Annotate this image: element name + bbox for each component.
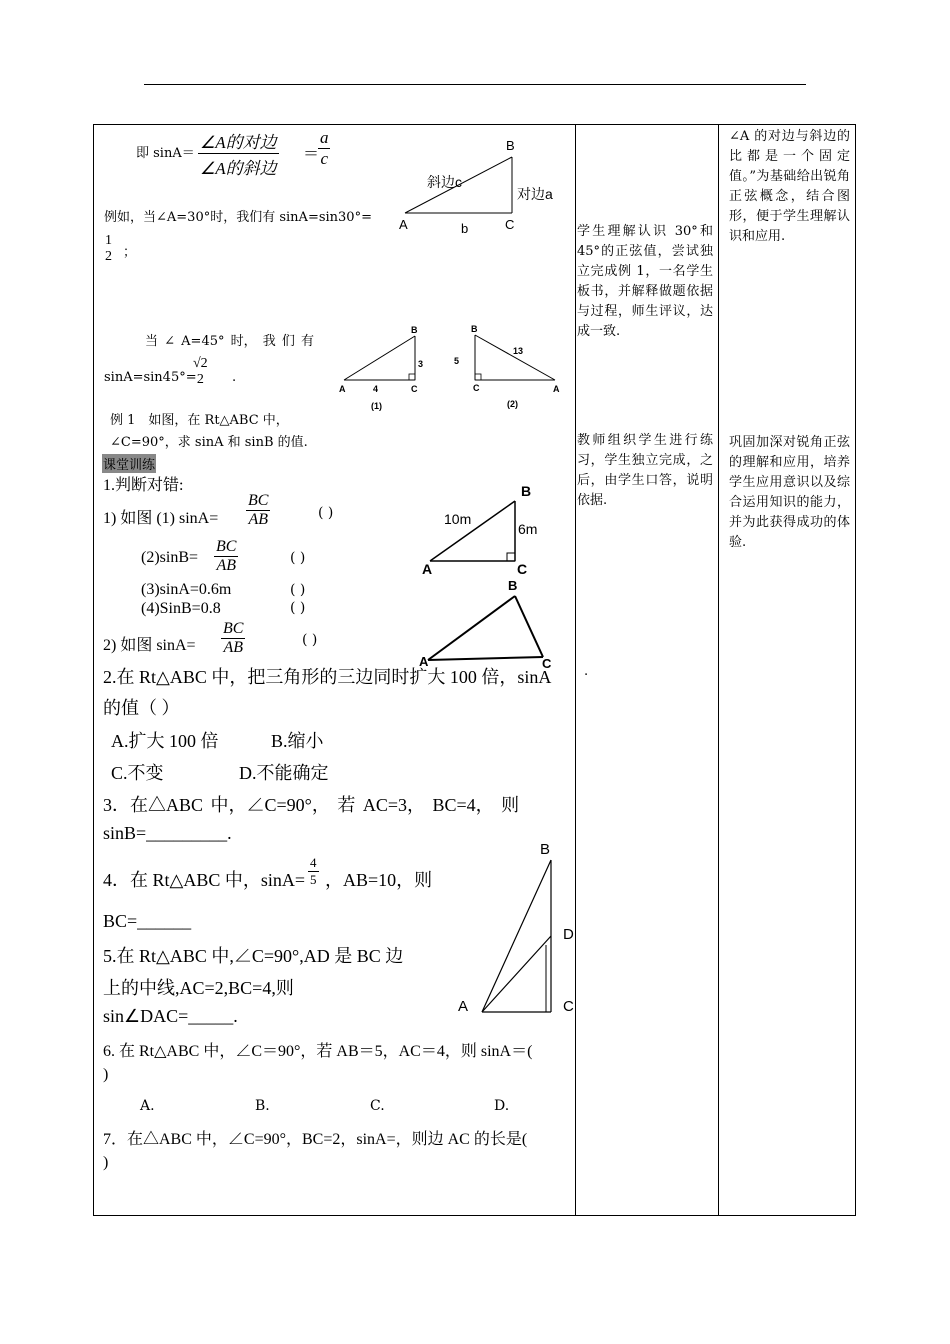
example-45-line2: sinA=sin45°= [104,370,197,385]
adjacent-label: b [461,221,469,235]
sqrt2-fraction [191,356,210,388]
fig4-b: B [508,578,518,593]
fig1-side-3: 3 [418,359,424,369]
half-fraction [103,233,114,265]
q5-line2: 上的中线,AC=2,BC=4,则 [103,978,294,998]
column-divider-1 [575,124,576,1216]
fig5-b: B [540,841,551,858]
half-denominator: 2 [105,249,112,264]
example1-line1: 例 1 如图，在 Rt△ABC 中， [110,413,289,428]
q4-fraction [308,855,319,888]
q1-title: 1.判断对错: [103,477,184,494]
q1-item5-answer[interactable]: ( ) [302,632,318,648]
figure-1 [339,325,423,411]
fig2-a: A [553,384,560,394]
q1-item5-fraction [221,620,245,657]
example-45-tail: . [232,370,237,385]
example-30-tail: ； [123,245,137,260]
formula-denominator: ∠A的斜边 [198,153,279,179]
q1-item5-label: 2) 如图 sinA= [103,637,196,654]
q6-line1: 6. 在 Rt△ABC 中，∠C＝90°，若 AB＝5，AC＝4，则 sinA＝( [103,1043,533,1060]
header-rule [144,84,806,85]
half-numerator: 1 [105,233,112,248]
column-divider-2 [718,124,719,1216]
q1-item2-num: BC [216,538,237,555]
example-45-line1: 当 ∠ A=45° 时， 我 们 有 [145,334,315,349]
q6-option-a: A. [140,1098,155,1114]
q2-option-d: D.不能确定 [239,763,329,783]
fig3-c: C [517,561,528,577]
sqrt2-denominator: 2 [196,372,204,387]
fig2-side-5: 5 [454,356,460,366]
q4-prefix: 4．在 Rt△ABC 中，sinA= [103,870,306,890]
fig3-b: B [521,483,532,499]
fig4-c: C [542,656,552,671]
example-figures [335,320,565,415]
q1-item2-answer[interactable]: ( ) [290,550,306,566]
fig2-b: B [471,324,478,334]
opposite-label: 对边a [517,186,553,202]
q2-option-c: C.不变 [111,763,164,783]
example-30-text: 例如，当∠A=30°时，我们有 sinA=sin30°= [104,210,372,225]
q7-line2: ) [103,1154,109,1171]
hypotenuse-label: 斜边c [427,174,462,190]
col2-teacher-activity: 教师组织学生进行练习，学生独立完成，之后，由学生口答，说明依据. [577,433,713,508]
q1-item5-den: AB [223,639,243,656]
q4-num: 4 [310,855,317,870]
median-triangle-figure [450,835,580,1020]
fig4-a: A [419,654,429,669]
fig3-hyp: 10m [444,511,472,527]
q6-option-d: D. [494,1098,510,1114]
q5-line1: 5.在 Rt△ABC 中,∠C=90°,AD 是 BC 边 [103,946,404,966]
fig5-a: A [458,998,469,1015]
q1-item3: (3)sinA=0.6m [141,581,232,598]
q7-line1: 7．在△ABC 中，∠C=90°，BC=2，sinA=，则边 AC 的长是( [103,1131,528,1148]
q3-line1: 3．在△ABC 中，∠C=90°， 若 AC=3， BC=4， 则 [103,795,520,815]
q5-line3: sin∠DAC=_____. [103,1006,238,1026]
q1-item1-label: 1) 如图 (1) sinA= [103,510,219,527]
fig1-b: B [411,325,418,335]
fig2-side-13: 13 [513,346,524,356]
fig5-d: D [563,926,574,943]
vertex-b-label: B [506,138,515,153]
q1-item2-label: (2)sinB= [141,549,199,566]
fig2-caption: (2) [507,399,518,409]
sqrt2-numerator: √2 [193,356,208,371]
q1-item1-den: AB [248,511,268,528]
main-triangle-figure [395,135,570,235]
q1-item4: (4)SinB=0.8 [141,600,221,617]
col2-student-activity: 学生理解认识 30°和 45°的正弦值，尝试独立完成例 1，一名学生板书，并解释做题依据与过程，师生评议，达成一致. [577,224,713,339]
q4-den: 5 [310,872,317,887]
formula-numerator: ∠A的对边 [200,133,277,152]
formula-fraction [198,128,279,179]
fig3-a: A [422,561,433,577]
formula-c: c [320,149,329,168]
q4-line2: BC=______ [103,911,192,931]
fig1-side-4: 4 [373,384,379,394]
q6-option-c: C. [370,1098,385,1114]
col2-dot: . [584,664,589,679]
q2-option-b: B.缩小 [271,731,324,751]
fig1-a: A [339,384,346,394]
vertex-c-label: C [505,217,515,232]
fig1-c: C [411,384,418,394]
q6-line2: ) [103,1066,109,1083]
formula-equals: ＝ [303,146,320,163]
fig5-c: C [563,998,574,1015]
q4-suffix: ，AB=10，则 [325,870,433,890]
fig3-leg: 6m [518,521,538,537]
fig2-c: C [473,383,480,393]
col3-design-intent-1: ∠A 的对边与斜边的比都是一个固定值。”为基础给出锐角正弦概念，结合图形，便于学生理解认识和应用. [729,129,850,244]
q1-item5-num: BC [223,620,244,637]
q2-option-a: A.扩大 100 倍 [111,731,219,751]
q1-item2-fraction [214,538,238,575]
q3-line2: sinB=_________. [103,823,232,843]
q1-item1-num: BC [248,492,269,509]
q1-item4-answer[interactable]: ( ) [290,600,306,616]
q2-line2: 的值（ ） [103,698,180,718]
right-triangle-figure [418,478,568,578]
oblique-triangle-figure [418,577,568,672]
q2-line1: 2.在 Rt△ABC 中，把三角形的三边同时扩大 100 倍，sinA [103,667,552,687]
formula-a: a [320,128,329,147]
q6-option-b: B. [255,1098,270,1114]
fig1-caption: (1) [371,401,382,411]
figure-2 [454,324,560,409]
vertex-a-label: A [399,217,408,232]
section-tag: 课堂训练 [102,454,156,473]
example1-line2: ∠C=90°，求 sinA 和 sinB 的值. [110,435,308,450]
col3-design-intent-2: 巩固加深对锐角正弦的理解和应用，培养学生应用意识以及综合运用知识的能力，并为此获得成功的体验. [729,435,850,550]
formula-ratio [318,128,331,169]
formula-prefix: 即 sinA＝ [136,146,195,161]
q1-item3-answer[interactable]: ( ) [290,582,306,598]
q1-item2-den: AB [216,557,236,574]
q1-item1-fraction [246,492,270,529]
q1-item1-answer[interactable]: ( ) [318,505,334,521]
